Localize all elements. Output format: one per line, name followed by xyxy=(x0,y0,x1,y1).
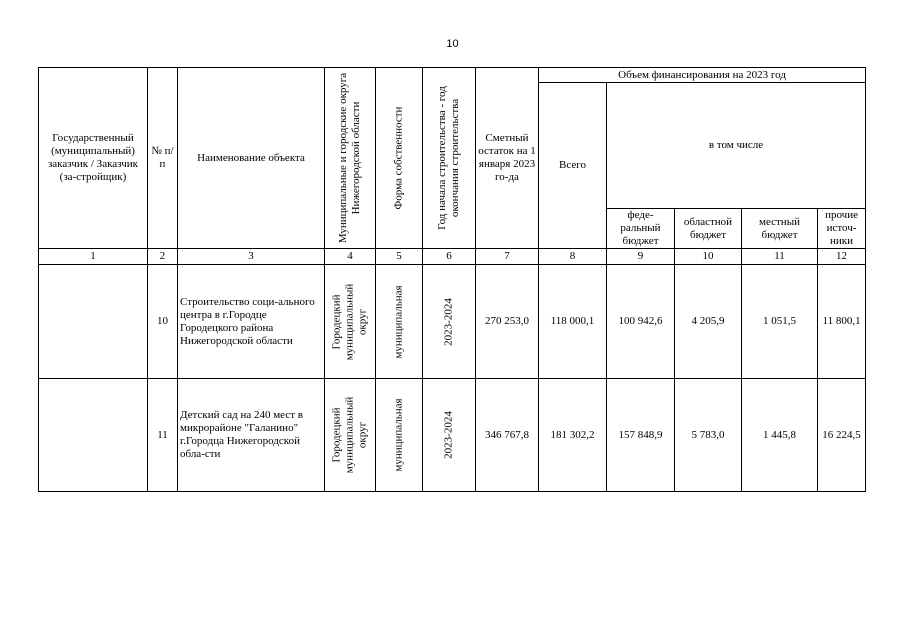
cell-years xyxy=(423,265,476,379)
header-years-text: Год начала строительства - год окончания строительства xyxy=(436,86,461,230)
cell-local: 1 051,5 xyxy=(742,265,818,379)
table-row xyxy=(39,379,866,492)
header-municipality xyxy=(325,68,376,249)
cell-municipality-text: Городецкий муниципальный округ xyxy=(330,396,369,474)
header-local: местный бюджет xyxy=(742,209,818,249)
cell-other: 16 224,5 xyxy=(818,379,866,492)
cell-municipality xyxy=(325,379,376,492)
cell-object-name: Детский сад на 240 мест в микрорайоне "Галанино" г.Городца Нижегородской обла-сти xyxy=(178,379,325,492)
column-number: 1 xyxy=(39,249,148,265)
cell-other: 11 800,1 xyxy=(818,265,866,379)
cell-num: 11 xyxy=(148,379,178,492)
column-number: 2 xyxy=(148,249,178,265)
header-regional: областной бюджет xyxy=(675,209,742,249)
cell-ownership-text: муниципальная xyxy=(392,398,405,472)
cell-regional: 5 783,0 xyxy=(675,379,742,492)
column-number: 5 xyxy=(376,249,423,265)
cell-federal: 100 942,6 xyxy=(607,265,675,379)
cell-municipality xyxy=(325,265,376,379)
cell-total: 118 000,1 xyxy=(539,265,607,379)
header-other: прочие источ-ники xyxy=(818,209,866,249)
header-including: в том числе xyxy=(607,83,866,209)
cell-remaining: 346 767,8 xyxy=(476,379,539,492)
header-federal: феде-ральный бюджет xyxy=(607,209,675,249)
cell-customer xyxy=(39,265,148,379)
funding-table xyxy=(38,67,866,492)
table-row xyxy=(39,265,866,379)
column-number: 4 xyxy=(325,249,376,265)
column-number-row xyxy=(39,249,866,265)
cell-object-name: Строительство соци-ального центра в г.Городце Городецкого района Нижегородской области xyxy=(178,265,325,379)
header-customer: Государственный (муниципальный) заказчик / Заказчик (за-стройщик) xyxy=(39,68,148,249)
column-number: 12 xyxy=(818,249,866,265)
page-number: 10 xyxy=(446,38,459,50)
cell-customer xyxy=(39,379,148,492)
column-number: 11 xyxy=(742,249,818,265)
cell-years xyxy=(423,379,476,492)
cell-federal: 157 848,9 xyxy=(607,379,675,492)
cell-years-text: 2023-2024 xyxy=(442,411,455,459)
header-num: № п/п xyxy=(148,68,178,249)
cell-num: 10 xyxy=(148,265,178,379)
column-number: 3 xyxy=(178,249,325,265)
column-number: 8 xyxy=(539,249,607,265)
cell-remaining: 270 253,0 xyxy=(476,265,539,379)
column-number: 6 xyxy=(423,249,476,265)
cell-local: 1 445,8 xyxy=(742,379,818,492)
header-years xyxy=(423,68,476,249)
cell-ownership xyxy=(376,265,423,379)
header-municipality-text: Муниципальные и городские округа Нижегородской области xyxy=(337,72,362,244)
column-number: 10 xyxy=(675,249,742,265)
cell-regional: 4 205,9 xyxy=(675,265,742,379)
header-total: Всего xyxy=(539,83,607,249)
header-object-name: Наименование объекта xyxy=(178,68,325,249)
header-ownership xyxy=(376,68,423,249)
header-ownership-text: Форма собственности xyxy=(392,106,405,210)
header-remaining: Сметный остаток на 1 января 2023 го-да xyxy=(476,68,539,249)
cell-municipality-text: Городецкий муниципальный округ xyxy=(330,283,369,360)
column-number: 7 xyxy=(476,249,539,265)
cell-years-text: 2023-2024 xyxy=(442,297,455,346)
cell-ownership xyxy=(376,379,423,492)
cell-ownership-text: муниципальная xyxy=(392,284,405,359)
column-number: 9 xyxy=(607,249,675,265)
cell-total: 181 302,2 xyxy=(539,379,607,492)
header-funding: Объем финансирования на 2023 год xyxy=(539,68,866,83)
